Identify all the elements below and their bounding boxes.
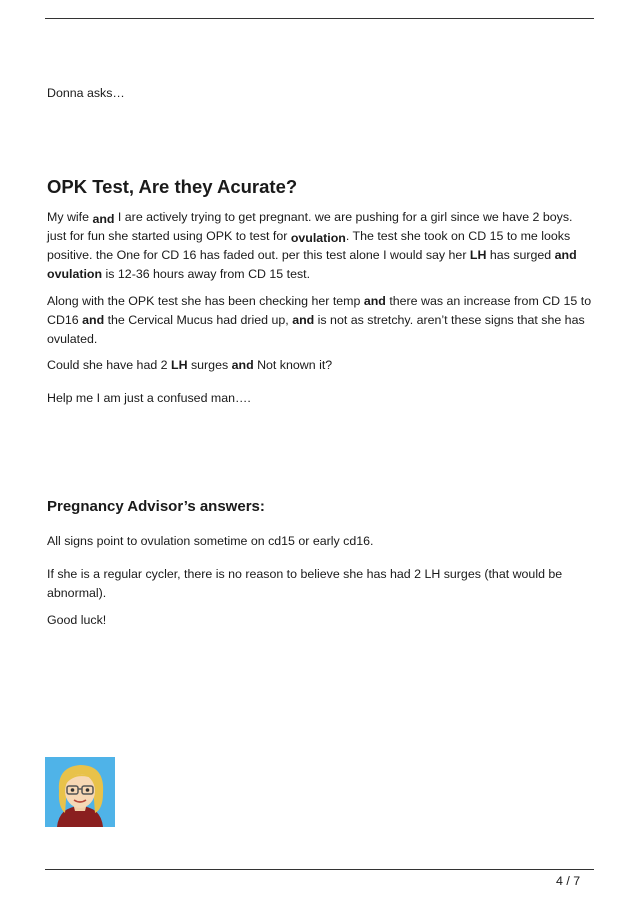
keyword-and: and: [231, 358, 254, 372]
keyword-and-ovulation: and ovulation: [47, 248, 577, 281]
question-paragraph-1: [47, 208, 595, 284]
text-run: . The test she took on CD 15 to me looks positive. the One for CD 16 has faded out. per this test alone I would say her: [47, 229, 571, 262]
text-run: surges: [187, 358, 232, 372]
text-run: Along with the OPK test she has been checking her temp: [47, 294, 364, 308]
question-paragraph-2: [47, 292, 595, 349]
question-paragraph-3: [47, 356, 595, 375]
page-number: 4 / 7: [556, 874, 581, 888]
keyword-and: and: [363, 294, 386, 308]
keyword-lh: LH: [469, 248, 487, 262]
question-title: OPK Test, Are they Acurate?: [47, 176, 298, 197]
answer-paragraph-2: If she is a regular cycler, there is no reason to believe she has had 2 LH surges (that would be abnormal).: [47, 567, 563, 600]
header-rule: [45, 18, 594, 19]
keyword-and: and: [82, 313, 105, 327]
keyword-ovulation: ovulation: [290, 231, 346, 245]
footer-rule: [45, 869, 594, 870]
text-run: is not as stretchy. aren’t these signs that she has ovulated.: [47, 313, 585, 346]
keyword-and: and: [292, 313, 315, 327]
text-run: has surged: [486, 248, 555, 262]
asker-line: Donna asks…: [47, 86, 125, 100]
text-run: My wife: [47, 210, 93, 224]
text-run: Not known it?: [253, 358, 333, 372]
text-run: I are actively trying to get pregnant. we are pushing for a girl since we have 2 boys. just for fun she started using OPK to test for: [47, 210, 573, 243]
text-run: is 12-36 hours away from CD 15 test.: [102, 267, 311, 281]
text-run: the Cervical Mucus had dried up,: [104, 313, 293, 327]
question-paragraph-4: Help me I am just a confused man….: [47, 391, 251, 405]
answer-paragraph-1: All signs point to ovulation sometime on cd15 or early cd16.: [47, 534, 374, 548]
keyword-lh: LH: [171, 358, 188, 372]
text-run: Could she have had 2: [47, 358, 171, 372]
answers-heading: Pregnancy Advisor’s answers:: [47, 498, 265, 515]
advisor-avatar-icon: [45, 757, 115, 827]
answer-paragraph-3: Good luck!: [47, 613, 107, 627]
keyword-and: and: [92, 212, 115, 226]
text-run: there was an increase from CD 15 to CD16: [47, 294, 592, 327]
